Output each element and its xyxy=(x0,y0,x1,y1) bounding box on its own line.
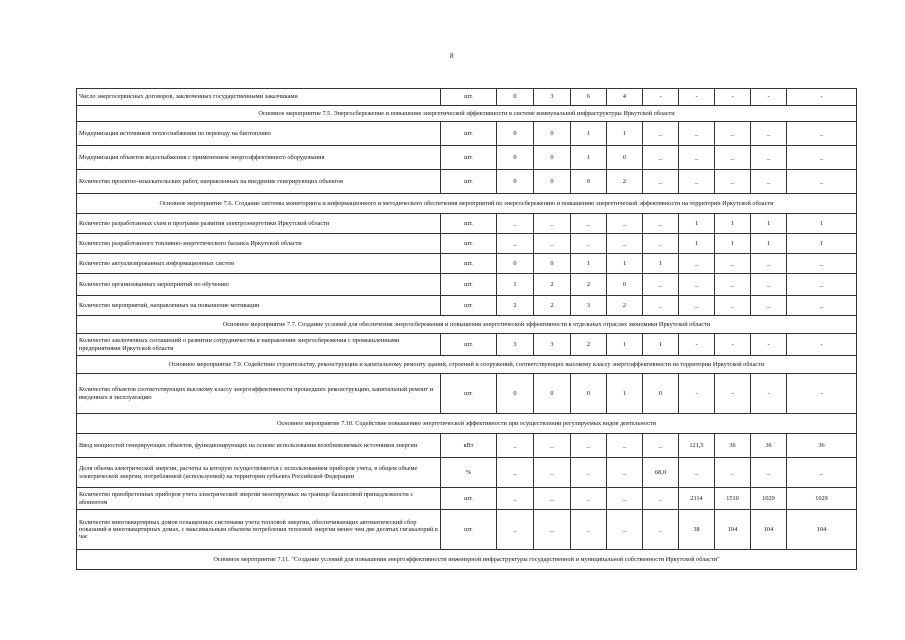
table-row xyxy=(77,488,857,510)
indicator-name: Количество заключенных соглашений о развитии сотрудничества в направлении энергосбережения с промышленными предприятиями Иркутской области xyxy=(77,334,441,356)
value-cell: _ xyxy=(534,458,571,488)
value-cell: _ xyxy=(643,488,679,510)
value-cell: _ xyxy=(643,274,679,296)
indicator-name: Количество актуализированных информационных систем xyxy=(77,254,441,274)
value-cell: _ xyxy=(643,122,679,146)
value-cell: 68,0 xyxy=(643,458,679,488)
value-cell: - xyxy=(643,89,679,106)
table-row xyxy=(77,234,857,254)
value-cell: _ xyxy=(497,488,534,510)
value-cell: _ xyxy=(534,214,571,234)
value-cell: 1 xyxy=(607,374,643,414)
indicator-name: Модернизация источников теплоснабжения по переводу на биотопливо xyxy=(77,122,441,146)
value-cell: - xyxy=(787,334,857,356)
value-cell: 1 xyxy=(715,234,751,254)
indicator-name: Количество мероприятий, направленных на повышение мотивации xyxy=(77,296,441,316)
indicator-name: Модернизация объектов водоснабжения с применением энергоэффективного оборудования xyxy=(77,146,441,170)
value-cell: 1 xyxy=(571,254,607,274)
section-row xyxy=(77,194,857,214)
section-row xyxy=(77,316,857,334)
section-title: Основное мероприятие 7.5. Энергосбережение и повышение энергетической эффективности в системе коммунальной инфраструктуры Иркутской области xyxy=(77,106,857,122)
value-cell: - xyxy=(751,374,787,414)
value-cell: 3 xyxy=(534,334,571,356)
value-cell: 0 xyxy=(497,122,534,146)
value-cell: _ xyxy=(643,510,679,550)
value-cell: _ xyxy=(787,254,857,274)
value-cell: _ xyxy=(715,146,751,170)
value-cell: 1 xyxy=(715,214,751,234)
value-cell: 36 xyxy=(715,434,751,458)
unit-cell: шт. xyxy=(441,170,497,194)
unit-cell: шт. xyxy=(441,334,497,356)
value-cell: 1 xyxy=(571,146,607,170)
section-row xyxy=(77,550,857,570)
value-cell: _ xyxy=(497,434,534,458)
value-cell: 0 xyxy=(607,274,643,296)
table-row xyxy=(77,296,857,316)
value-cell: _ xyxy=(679,296,715,316)
value-cell: 1 xyxy=(751,234,787,254)
value-cell: _ xyxy=(715,458,751,488)
value-cell: _ xyxy=(751,254,787,274)
indicator-name: Количество организованных мероприятий по обучению xyxy=(77,274,441,296)
value-cell: 104 xyxy=(715,510,751,550)
section-title: Основное мероприятие 7.9. Содействие строительству, реконструкции и капитальному ремонту зданий, строений и сооружений, соответствующих высокому классу энергоэффективности на территории Иркутской области xyxy=(77,356,857,374)
unit-cell: шт. xyxy=(441,274,497,296)
unit-cell: кВт xyxy=(441,434,497,458)
value-cell: 2 xyxy=(607,296,643,316)
value-cell: _ xyxy=(751,458,787,488)
unit-cell: шт. xyxy=(441,296,497,316)
value-cell: _ xyxy=(787,274,857,296)
section-title: Основное мероприятие 7.6. Создание системы мониторинга и информационного и методического обеспечения мероприятий по энергосбережению и повышению энергетической эффективности на территории Иркутской области xyxy=(77,194,857,214)
value-cell: _ xyxy=(751,274,787,296)
value-cell: 36 xyxy=(751,434,787,458)
table-row xyxy=(77,374,857,414)
value-cell: 0 xyxy=(643,374,679,414)
section-row xyxy=(77,356,857,374)
table-row xyxy=(77,146,857,170)
value-cell: 0 xyxy=(571,170,607,194)
value-cell: 0 xyxy=(497,146,534,170)
value-cell: 1 xyxy=(571,122,607,146)
value-cell: 2 xyxy=(534,274,571,296)
unit-cell: шт. xyxy=(441,510,497,550)
value-cell: 1029 xyxy=(787,488,857,510)
indicator-name: Количество приобретенных приборов учета электрической энергии монтируемых на границе балансовой принадлежности с абонентом xyxy=(77,488,441,510)
indicator-name: Количество разработанных схем и программ развития электроэнергетики Иркутской области xyxy=(77,214,441,234)
value-cell: _ xyxy=(534,510,571,550)
table-row xyxy=(77,170,857,194)
value-cell: 36 xyxy=(787,434,857,458)
value-cell: _ xyxy=(607,510,643,550)
unit-cell: шт. xyxy=(441,89,497,106)
value-cell: _ xyxy=(607,458,643,488)
value-cell: 1510 xyxy=(715,488,751,510)
indicator-name: Количество разработанного топливно-энергетического баланса Иркутской области xyxy=(77,234,441,254)
value-cell: 1 xyxy=(751,214,787,234)
value-cell: _ xyxy=(534,234,571,254)
value-cell: _ xyxy=(787,122,857,146)
value-cell: 0 xyxy=(497,254,534,274)
indicators-table xyxy=(76,88,857,570)
value-cell: _ xyxy=(715,274,751,296)
value-cell: 1 xyxy=(607,254,643,274)
unit-cell: шт. xyxy=(441,488,497,510)
value-cell: 0 xyxy=(534,122,571,146)
value-cell: 2 xyxy=(607,170,643,194)
value-cell: 2 xyxy=(571,274,607,296)
value-cell: 0 xyxy=(534,146,571,170)
value-cell: _ xyxy=(679,122,715,146)
value-cell: 104 xyxy=(751,510,787,550)
value-cell: 2114 xyxy=(679,488,715,510)
value-cell: 0 xyxy=(534,374,571,414)
value-cell: _ xyxy=(571,488,607,510)
value-cell: _ xyxy=(643,146,679,170)
value-cell: 0 xyxy=(534,254,571,274)
value-cell: 0 xyxy=(534,170,571,194)
value-cell: _ xyxy=(643,296,679,316)
value-cell: _ xyxy=(679,458,715,488)
value-cell: 121,5 xyxy=(679,434,715,458)
value-cell: _ xyxy=(497,510,534,550)
value-cell: _ xyxy=(571,510,607,550)
unit-cell: шт. xyxy=(441,146,497,170)
section-title: Основное мероприятие 7.10. Содействие повышению энергетической эффективности при осуществлении регулируемых видов деятельности xyxy=(77,414,857,434)
table-row xyxy=(77,274,857,296)
table-row xyxy=(77,334,857,356)
value-cell: _ xyxy=(751,170,787,194)
value-cell: _ xyxy=(571,234,607,254)
value-cell: _ xyxy=(534,434,571,458)
indicator-name: Число энергосервисных договоров, заключенных государственными заказчиками xyxy=(77,89,441,106)
value-cell: 104 xyxy=(787,510,857,550)
section-row xyxy=(77,106,857,122)
indicator-name: Количество объектов соответствующих высокому классу энергоэффективности прошедших реконструкцию, капитальный ремонт и введенных в эксплуатацию xyxy=(77,374,441,414)
value-cell: _ xyxy=(751,296,787,316)
indicator-name: Количество проектно-изыскательских работ, направленных на внедрение генерирующих объектов xyxy=(77,170,441,194)
unit-cell: шт. xyxy=(441,214,497,234)
value-cell: - xyxy=(751,334,787,356)
value-cell: _ xyxy=(715,296,751,316)
table-row xyxy=(77,122,857,146)
value-cell: _ xyxy=(787,458,857,488)
value-cell: - xyxy=(787,374,857,414)
value-cell: 0 xyxy=(607,146,643,170)
value-cell: 1029 xyxy=(751,488,787,510)
value-cell: _ xyxy=(751,122,787,146)
value-cell: 2 xyxy=(534,296,571,316)
value-cell: - xyxy=(787,89,857,106)
section-title: Основное мероприятие 7.7. Создание условий для обеспечения энергосбережения и повышения энергетической эффективности в отдельных отраслях экономики Иркутской области xyxy=(77,316,857,334)
value-cell: _ xyxy=(643,434,679,458)
table-row xyxy=(77,434,857,458)
value-cell: _ xyxy=(679,274,715,296)
value-cell: - xyxy=(715,334,751,356)
value-cell: 3 xyxy=(497,334,534,356)
unit-cell: шт. xyxy=(441,122,497,146)
value-cell: _ xyxy=(679,254,715,274)
value-cell: _ xyxy=(571,434,607,458)
table-row xyxy=(77,214,857,234)
value-cell: _ xyxy=(679,170,715,194)
value-cell: 6 xyxy=(571,89,607,106)
indicator-name: Ввод мощностей генерирующих объектов, функционирующих на основе использования возобновляемых источников энергии xyxy=(77,434,441,458)
value-cell: - xyxy=(679,334,715,356)
value-cell: 1 xyxy=(787,214,857,234)
value-cell: _ xyxy=(751,146,787,170)
value-cell: 1 xyxy=(607,334,643,356)
value-cell: 38 xyxy=(679,510,715,550)
value-cell: _ xyxy=(787,170,857,194)
table-row xyxy=(77,89,857,106)
value-cell: - xyxy=(679,374,715,414)
indicator-name: Доля объема электрической энергии, расчеты за которую осуществляются с использованием приборов учета, в общем объеме электрической энергии, потребляемой (используемой) на территории субъекта Российской Федерации xyxy=(77,458,441,488)
value-cell: 0 xyxy=(497,89,534,106)
value-cell: _ xyxy=(607,214,643,234)
value-cell: _ xyxy=(787,296,857,316)
value-cell: _ xyxy=(787,146,857,170)
value-cell: 3 xyxy=(534,89,571,106)
unit-cell: % xyxy=(441,458,497,488)
unit-cell: шт. xyxy=(441,254,497,274)
value-cell: _ xyxy=(497,458,534,488)
value-cell: 3 xyxy=(571,296,607,316)
value-cell: _ xyxy=(571,214,607,234)
value-cell: _ xyxy=(497,234,534,254)
value-cell: 0 xyxy=(497,170,534,194)
page-number: 8 xyxy=(450,52,454,60)
value-cell: 1 xyxy=(643,334,679,356)
value-cell: _ xyxy=(679,146,715,170)
value-cell: - xyxy=(715,374,751,414)
value-cell: _ xyxy=(643,214,679,234)
value-cell: 0 xyxy=(571,374,607,414)
value-cell: _ xyxy=(715,254,751,274)
value-cell: _ xyxy=(715,170,751,194)
table-row xyxy=(77,510,857,550)
unit-cell: шт. xyxy=(441,234,497,254)
value-cell: _ xyxy=(571,458,607,488)
unit-cell: шт. xyxy=(441,374,497,414)
value-cell: _ xyxy=(715,122,751,146)
value-cell: - xyxy=(751,89,787,106)
value-cell: 0 xyxy=(497,374,534,414)
indicator-name: Количество многоквартирных домов оснащенных системами учета тепловой энергии, обеспечивающих автоматический сбор показаний в многоквартирных домах, с максимальным объемом потребления тепловой энергии менее чем две десятых гигакалорий в час xyxy=(77,510,441,550)
value-cell: - xyxy=(679,89,715,106)
value-cell: _ xyxy=(643,234,679,254)
value-cell: _ xyxy=(607,434,643,458)
value-cell: 1 xyxy=(787,234,857,254)
value-cell: _ xyxy=(643,170,679,194)
value-cell: _ xyxy=(607,488,643,510)
value-cell: 2 xyxy=(497,296,534,316)
section-row xyxy=(77,414,857,434)
value-cell: _ xyxy=(534,488,571,510)
value-cell: 1 xyxy=(643,254,679,274)
table-row xyxy=(77,254,857,274)
value-cell: 1 xyxy=(679,234,715,254)
value-cell: 1 xyxy=(607,122,643,146)
value-cell: 1 xyxy=(497,274,534,296)
table-row xyxy=(77,458,857,488)
section-title: Основное мероприятие 7.11. "Создание условий для повышения энергоэффективности инженерной инфраструктуры государственной и муниципальной собственности Иркутской области" xyxy=(77,550,857,570)
value-cell: _ xyxy=(607,234,643,254)
value-cell: _ xyxy=(497,214,534,234)
value-cell: 2 xyxy=(571,334,607,356)
value-cell: 1 xyxy=(679,214,715,234)
value-cell: - xyxy=(715,89,751,106)
value-cell: 4 xyxy=(607,89,643,106)
